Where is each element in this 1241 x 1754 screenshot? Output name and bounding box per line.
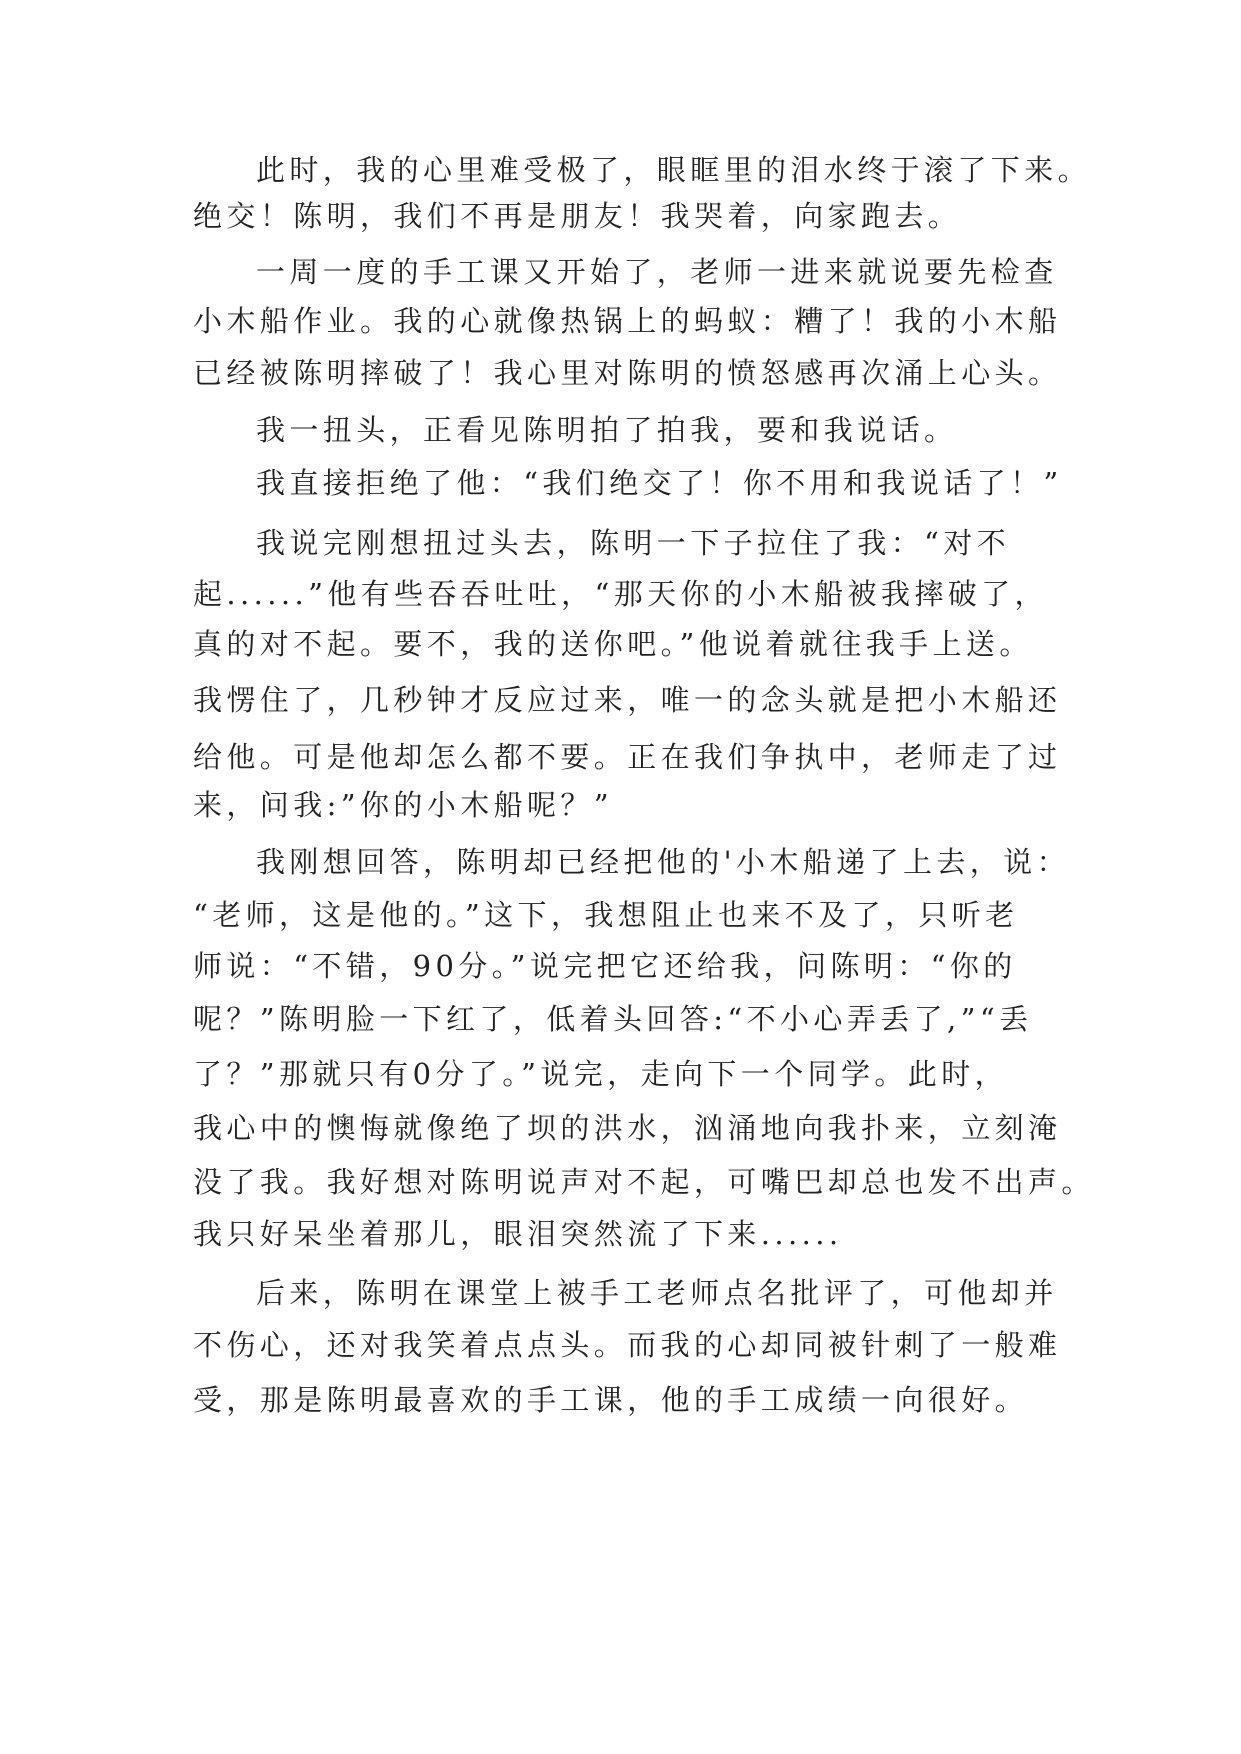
text-line: 一周一度的手工课又开始了，老师一进来就说要先检查 <box>256 255 1058 289</box>
text-line: 没了我。我好想对陈明说声对不起，可嘴巴却总也发不出声。 <box>193 1165 1095 1199</box>
text-line: 真的对不起。要不，我的送你吧。”他说着就往我手上送。 <box>193 627 1033 661</box>
text-line: 起......”他有些吞吞吐吐，“那天你的小木船被我摔破了， <box>193 577 1048 611</box>
text-line: 师说：“不错，90分。”说完把它还给我，问陈明：“你的 <box>193 949 1017 983</box>
text-line: 我只好呆坐着那儿，眼泪突然流了下来...... <box>193 1217 843 1251</box>
text-line: 我刚想回答，陈明却已经把他的'小木船递了上去，说： <box>256 845 1070 879</box>
text-line: 给他。可是他却怎么都不要。正在我们争执中，老师走了过 <box>193 740 1062 774</box>
text-line: 我心中的懊悔就像绝了坝的洪水，汹涌地向我扑来，立刻淹 <box>193 1111 1062 1145</box>
text-line: 来，问我:”你的小木船呢？” <box>193 788 614 822</box>
text-line: 此时，我的心里难受极了，眼眶里的泪水终于滚了下来。 <box>256 153 1092 187</box>
text-line: 受，那是陈明最喜欢的手工课，他的手工成绩一向很好。 <box>193 1383 1029 1417</box>
text-line: 不伤心，还对我笑着点点头。而我的心却同被针刺了一般难 <box>193 1328 1062 1362</box>
text-line: 我愣住了，几秒钟才反应过来，唯一的念头就是把小木船还 <box>193 683 1062 717</box>
text-line: 小木船作业。我的心就像热锅上的蚂蚁：糟了！我的小木船 <box>193 304 1062 338</box>
text-line: 后来，陈明在课堂上被手工老师点名批评了，可他却并 <box>256 1276 1058 1310</box>
text-line: 我一扭头，正看见陈明拍了拍我，要和我说话。 <box>256 413 958 447</box>
text-line: “老师，这是他的。”这下，我想阻止也来不及了，只听老 <box>193 898 1019 932</box>
text-line: 了？”那就只有0分了。”说完，走向下一个同学。此时， <box>193 1057 1009 1091</box>
text-line: 我说完刚想扭过头去，陈明一下子拉住了我：“对不 <box>256 526 1011 560</box>
text-line: 绝交！陈明，我们不再是朋友！我哭着，向家跑去。 <box>193 199 962 233</box>
text-line: 已经被陈明摔破了！我心里对陈明的愤怒感再次涌上心头。 <box>193 356 1062 390</box>
text-line: 呢？”陈明脸一下红了，低着头回答:“不小心弄丢了,”“丢 <box>193 1002 1033 1036</box>
text-line: 我直接拒绝了他：“我们绝交了！你不用和我说话了！” <box>256 466 1063 500</box>
